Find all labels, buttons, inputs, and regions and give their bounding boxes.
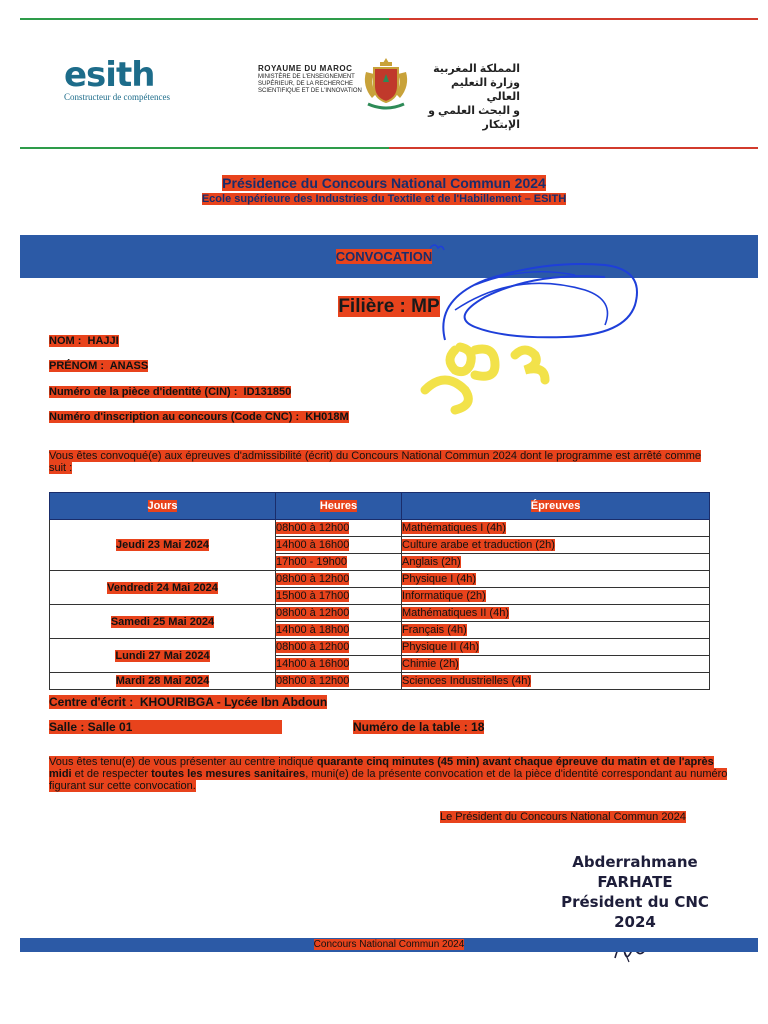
ministry-line: SUPÉRIEUR, DE LA RECHERCHE	[258, 81, 354, 87]
hours-cell: 08h00 à 12h00	[276, 571, 402, 588]
prenom-field: PRÉNOM : ANASS	[49, 360, 149, 372]
kingdom-title: ROYAUME DU MAROC	[258, 64, 353, 73]
header-divider-line	[20, 147, 758, 149]
ministry-line-ar: وزارة التعليم العالي	[450, 77, 520, 103]
signatory-name: Abderrahmane FARHATE	[572, 853, 698, 891]
signatory-title: Président du CNC 2024	[561, 893, 709, 931]
top-divider-line	[20, 18, 758, 20]
table-row	[50, 639, 710, 656]
exam-cell: Mathématiques II (4h)	[402, 605, 710, 622]
hours-cell: 17h00 - 19h00	[276, 554, 402, 571]
hours-cell: 08h00 à 12h00	[276, 605, 402, 622]
nom-field: NOM : HAJJI	[49, 335, 119, 347]
hours-cell: 08h00 à 12h00	[276, 673, 402, 690]
cin-value: ID131850	[243, 386, 292, 398]
ministry-block-ar	[420, 62, 520, 132]
coat-of-arms-icon	[360, 52, 412, 112]
table-row	[50, 605, 710, 622]
exam-cell: Sciences Industrielles (4h)	[402, 673, 710, 690]
esith-logo	[64, 55, 174, 114]
exam-schedule-table	[49, 492, 710, 690]
day-cell: Mardi 28 Mai 2024	[50, 673, 276, 690]
cnc-value: KH018M	[305, 411, 349, 423]
day-cell: Jeudi 23 Mai 2024	[50, 520, 276, 571]
instructions-paragraph: Vous êtes tenu(e) de vous présenter au centre indiqué quarante cinq minutes (45 min) avant chaque épreuve du matin et de l'après midi et de respecter toutes les mesures sanitaires, muni(e) de la présente convocation et de la pièce d'identité correspondant au numéro figurant sur cette convocation.	[49, 756, 728, 792]
table-row	[50, 571, 710, 588]
table-row	[50, 520, 710, 537]
main-title: Présidence du Concours National Commun 2024	[222, 175, 546, 191]
day-cell: Vendredi 24 Mai 2024	[50, 571, 276, 605]
nom-value: HAJJI	[87, 335, 119, 347]
exam-cell: Physique II (4h)	[402, 639, 710, 656]
filiere-heading: Filière : MP	[338, 296, 440, 317]
hours-cell: 15h00 à 17h00	[276, 588, 402, 605]
ministry-line: MINISTÈRE DE L'ENSEIGNEMENT	[258, 74, 355, 80]
esith-logo-text: esith	[64, 55, 155, 95]
table-number-field: Numéro de la table : 18	[353, 720, 485, 734]
header-heures: Heures	[276, 493, 402, 520]
footer-text: Concours National Commun 2024	[313, 939, 465, 950]
exam-cell: Anglais (2h)	[402, 554, 710, 571]
president-line: Le Président du Concours National Commun 2024	[440, 811, 686, 823]
exam-cell: Mathématiques I (4h)	[402, 520, 710, 537]
exam-cell: Physique I (4h)	[402, 571, 710, 588]
hours-cell: 14h00 à 16h00	[276, 656, 402, 673]
ministry-line-ar: و البحث العلمي و الإبتكار	[428, 105, 520, 131]
table-header-row	[50, 493, 710, 520]
hours-cell: 08h00 à 12h00	[276, 520, 402, 537]
hours-cell: 08h00 à 12h00	[276, 639, 402, 656]
exam-centre: Centre d'écrit : KHOURIBGA - Lycée Ibn Abdoun	[49, 695, 328, 709]
table-row	[50, 673, 710, 690]
exam-cell: Informatique (2h)	[402, 588, 710, 605]
convocation-heading: CONVOCATION	[335, 249, 433, 264]
salle-field: Salle : Salle 01	[49, 720, 282, 734]
hours-cell: 14h00 à 16h00	[276, 537, 402, 554]
header-jours: Jours	[50, 493, 276, 520]
ministry-block-fr	[258, 65, 368, 95]
cin-field: Numéro de la pièce d'identité (CIN) : ID131850	[49, 386, 292, 398]
exam-cell: Français (4h)	[402, 622, 710, 639]
esith-tagline: Constructeur de compétences	[64, 92, 170, 102]
sub-title: Ecole supérieure des Industries du Textile et de l'Habillement – ESITH	[201, 193, 567, 205]
day-cell: Samedi 25 Mai 2024	[50, 605, 276, 639]
kingdom-title-ar: المملكة المغربية	[433, 63, 520, 75]
exam-cell: Chimie (2h)	[402, 656, 710, 673]
centre-value: KHOURIBGA - Lycée Ibn Abdoun	[139, 695, 328, 709]
pen-annotation-icon	[415, 240, 640, 420]
prenom-value: ANASS	[109, 360, 149, 372]
day-cell: Lundi 27 Mai 2024	[50, 639, 276, 673]
ministry-line: SCIENTIFIQUE ET DE L'INNOVATION	[258, 88, 362, 94]
exam-cell: Culture arabe et traduction (2h)	[402, 537, 710, 554]
hours-cell: 14h00 à 18h00	[276, 622, 402, 639]
cnc-code-field: Numéro d'inscription au concours (Code CNC) : KH018M	[49, 411, 349, 423]
header-epreuves: Épreuves	[402, 493, 710, 520]
intro-paragraph: Vous êtes convoqué(e) aux épreuves d'admissibilité (écrit) du Concours National Commun 2024 dont le programme est arrêté comme suit :	[49, 450, 702, 474]
